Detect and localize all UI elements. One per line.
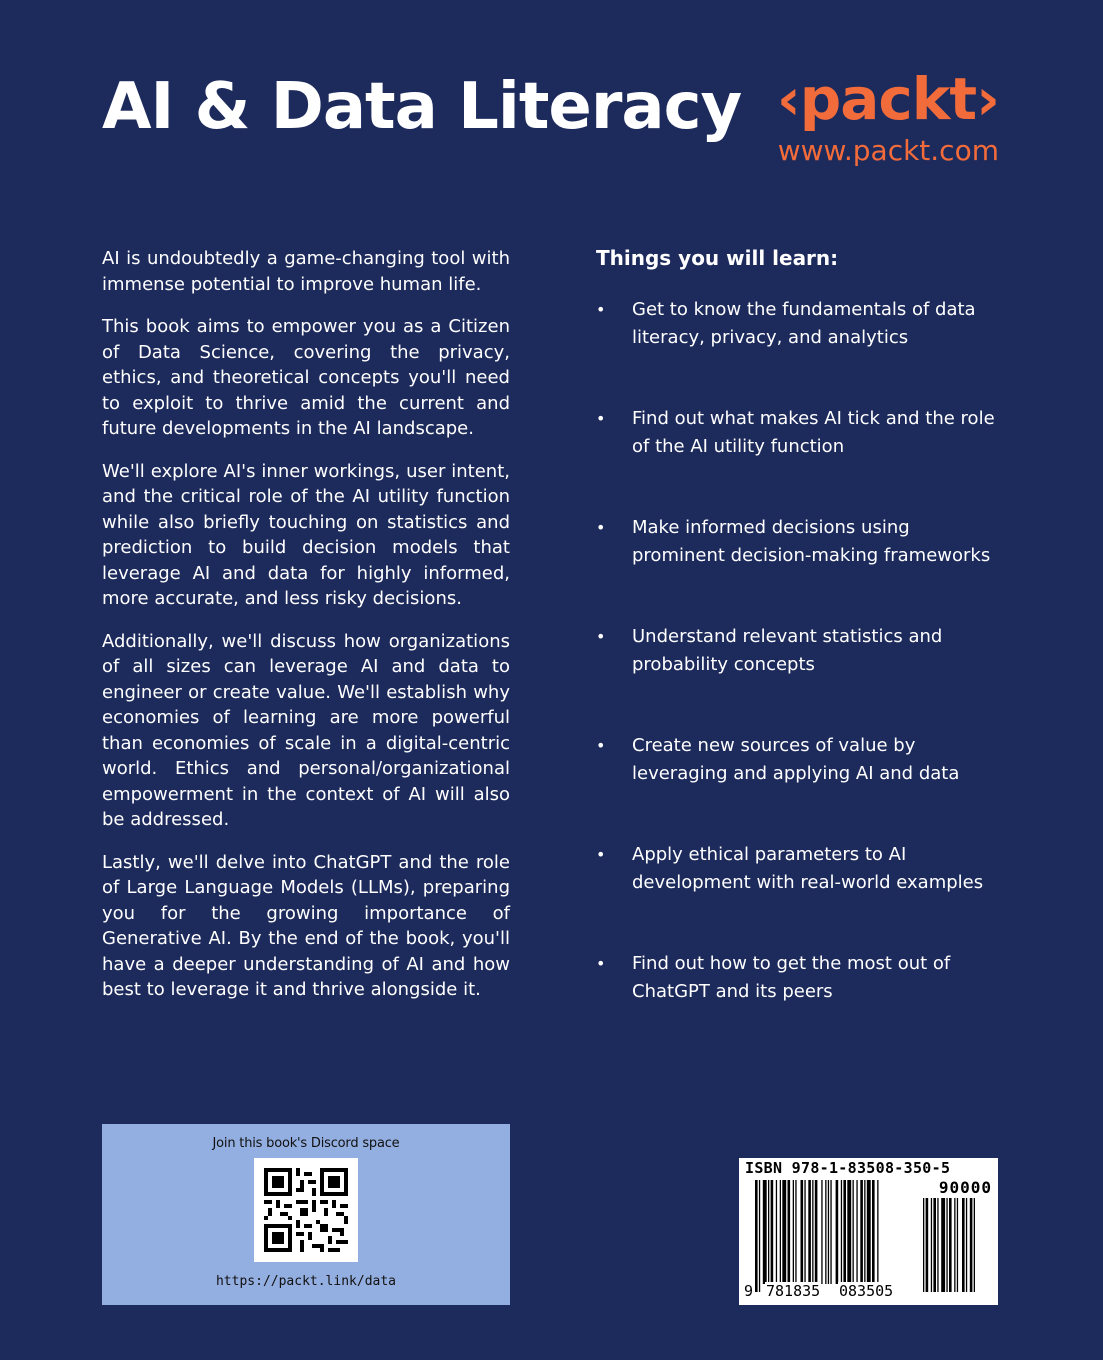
barcode-addon-bar	[962, 1198, 965, 1292]
barcode-addon-bar	[946, 1198, 947, 1292]
barcode-bar	[776, 1180, 777, 1284]
learn-heading: Things you will learn:	[596, 246, 839, 270]
barcode-bar	[853, 1180, 854, 1284]
list-item	[596, 296, 1006, 351]
logo-bracket-close: ›	[976, 65, 999, 133]
discord-panel	[102, 1124, 510, 1305]
barcode-addon-bar	[926, 1198, 929, 1292]
barcode-bar	[821, 1180, 822, 1284]
barcode-bar	[877, 1180, 878, 1292]
barcode-bar	[828, 1180, 829, 1284]
barcode-bar	[795, 1180, 796, 1284]
price-code: 90000	[938, 1178, 992, 1197]
barcode-addon-bar	[931, 1198, 932, 1292]
barcode-bar	[856, 1180, 857, 1284]
barcode-addon-bar	[941, 1198, 945, 1292]
list-item	[596, 950, 1006, 1005]
barcode-bar	[836, 1180, 839, 1284]
barcode-addon-bar	[957, 1198, 958, 1292]
learn-item-text: Understand relevant statistics and probability concepts	[632, 626, 943, 675]
barcode-bar	[804, 1180, 805, 1284]
barcode-bar	[847, 1180, 851, 1284]
discord-label: Join this book's Discord space	[212, 1136, 400, 1151]
publisher-website: www.packt.com	[777, 134, 999, 167]
barcode-bar	[867, 1180, 871, 1284]
barcode-digit-first: 9	[744, 1282, 754, 1300]
learn-item-text: Create new sources of value by leveraging and applying AI and data	[632, 735, 960, 784]
bullet-icon: •	[596, 409, 606, 428]
list-item	[596, 732, 1006, 787]
description-paragraph-3: We'll explore AI's inner workings, user intent, and the critical role of the AI utility function while also briefly touching on statistics and prediction to build decision models that leverage AI and data for highly informed, more accurate, and less risky decisions.	[102, 460, 510, 609]
bullet-icon: •	[596, 300, 606, 319]
learn-item-text: Make informed decisions using prominent decision-making frameworks	[632, 517, 991, 566]
barcode-bar	[793, 1180, 794, 1284]
list-item	[596, 623, 1006, 678]
logo-bracket-open: ‹	[776, 65, 800, 133]
barcode-bar	[801, 1180, 804, 1284]
discord-link[interactable]: https://packt.link/data	[215, 1274, 396, 1289]
qr-code-graphic	[264, 1168, 348, 1252]
isbn-barcode	[739, 1158, 998, 1305]
bullet-icon: •	[596, 736, 606, 755]
bullet-icon: •	[596, 627, 606, 646]
barcode-bar	[864, 1180, 865, 1284]
barcode-bar	[808, 1180, 811, 1284]
barcode-addon-bar	[966, 1198, 967, 1292]
barcode-addon-bar	[923, 1198, 924, 1292]
logo-wordmark: packt	[799, 65, 977, 133]
barcode-addon-bar	[974, 1198, 975, 1292]
book-title: AI & Data Literacy	[102, 70, 742, 144]
description-paragraph-2: This book aims to empower you as a Citizen of Data Science, covering the privacy, ethics, and theoretical concepts you'll need to exploit to thrive amid the current and future developments in the AI landscape.	[102, 316, 510, 439]
barcode-bar	[763, 1180, 767, 1284]
barcode-addon-bar	[949, 1198, 952, 1292]
description-paragraph-5: Lastly, we'll delve into ChatGPT and the role of Large Language Models (LLMs), preparing you for the growing importance of Generative AI. By the end of the book, you'll have a deeper understanding of AI and how best to leverage it and thrive alongside it.	[102, 851, 510, 1000]
barcode-addon-bar	[933, 1198, 936, 1292]
learning-outcomes	[596, 246, 1006, 1059]
barcode-bar	[825, 1180, 826, 1284]
barcode-bar	[771, 1180, 774, 1284]
isbn-number: ISBN 978-1-83508-350-5	[745, 1159, 951, 1177]
barcode-bar	[860, 1180, 863, 1284]
barcode-addon-bar	[954, 1198, 955, 1292]
barcode-bars	[755, 1180, 985, 1292]
list-item	[596, 405, 1006, 460]
learn-item-text: Find out what makes AI tick and the role of the AI utility function	[632, 408, 995, 457]
barcode-bar	[841, 1180, 842, 1284]
bullet-icon: •	[596, 954, 606, 973]
learn-list	[596, 296, 1006, 1005]
barcode-bar	[782, 1180, 786, 1284]
barcode-bar	[768, 1180, 769, 1284]
learn-item-text: Find out how to get the most out of ChatGPT and its peers	[632, 953, 951, 1002]
description-paragraph-4: Additionally, we'll discuss how organizations of all sizes can leverage AI and data to engineer or create value. We'll establish why economies of learning are more powerful than economies of scale in a digital-centric world. Ethics and personal/organizational empowerment in the context of AI will also be addressed.	[102, 630, 510, 830]
barcode-bar	[830, 1180, 831, 1284]
bullet-icon: •	[596, 518, 606, 537]
book-description	[102, 246, 510, 1020]
bullet-icon: •	[596, 845, 606, 864]
learn-item-text: Apply ethical parameters to AI development with real-world examples	[632, 844, 984, 893]
barcode-bar	[780, 1180, 781, 1284]
barcode-bar	[759, 1180, 760, 1292]
barcode-bar	[872, 1180, 875, 1284]
publisher-brand	[776, 65, 999, 167]
packt-logo	[776, 65, 999, 133]
barcode-bar	[788, 1180, 791, 1284]
barcode-bar	[755, 1180, 758, 1292]
description-paragraph-1: AI is undoubtedly a game-changing tool with immense potential to improve human life.	[102, 248, 510, 295]
qr-code-icon[interactable]	[254, 1158, 358, 1262]
barcode-addon-bar	[937, 1198, 938, 1292]
learn-item-text: Get to know the fundamentals of data literacy, privacy, and analytics	[632, 299, 976, 348]
barcode-bar	[843, 1180, 846, 1284]
barcode-bar	[812, 1180, 813, 1284]
barcode-digits-left: 781835	[766, 1282, 821, 1300]
list-item	[596, 514, 1006, 569]
barcode-addon-bar	[970, 1198, 973, 1292]
list-item	[596, 841, 1006, 896]
barcode-digits-right: 083505	[839, 1282, 894, 1300]
barcode-bar	[815, 1180, 818, 1284]
